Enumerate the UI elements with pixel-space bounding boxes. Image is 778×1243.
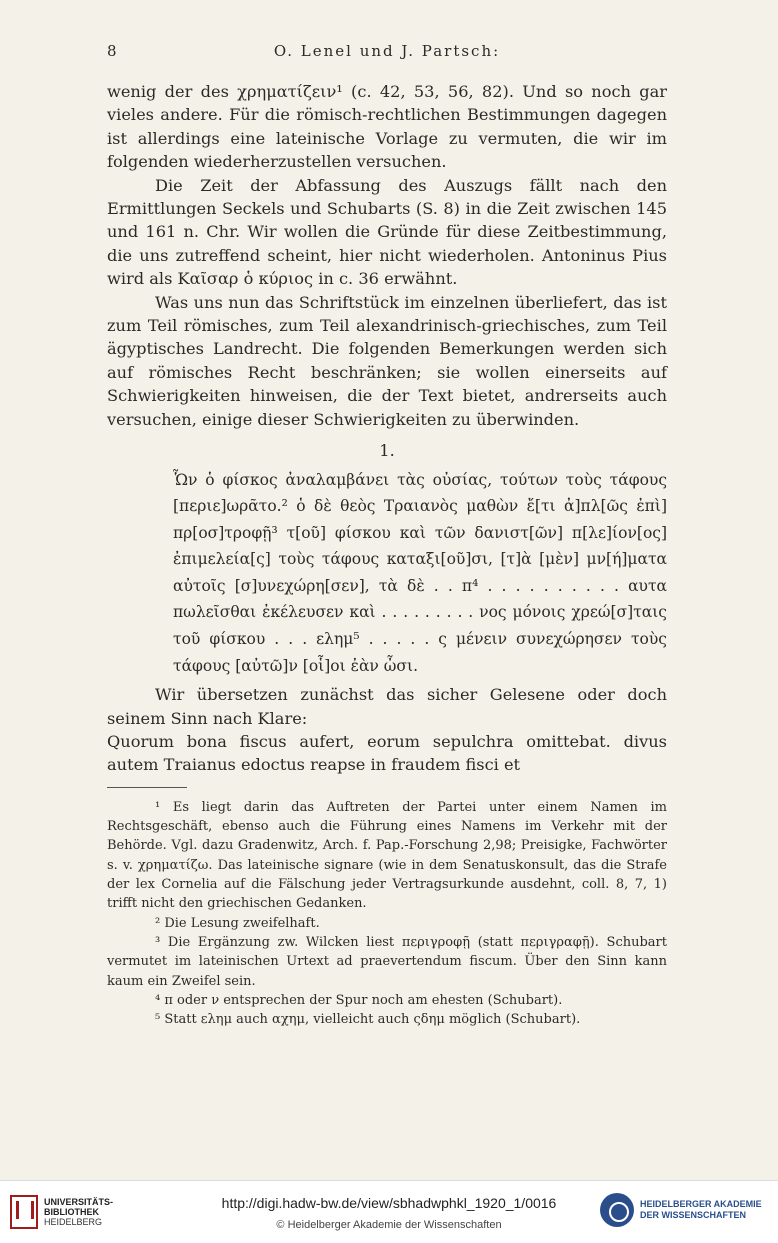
academy-name-line1: HEIDELBERGER AKADEMIE [640, 1199, 762, 1209]
academy-name-line2: DER WISSENSCHAFTEN [640, 1210, 747, 1220]
permalink-url[interactable]: http://digi.hadw-bw.de/view/sbhadwphkl_1920_1/0016 [221, 1195, 557, 1211]
academy-logo[interactable] [600, 1193, 762, 1227]
latin-passage: Quorum bona fiscus aufert, eorum sepulchra omittebat. divus autem Traianus edoctus reapse in fraudem fisci et [107, 732, 667, 775]
main-text [107, 80, 667, 1029]
paragraph-1: wenig der des χρηματίζειν¹ (c. 42, 53, 56, 82). Und so noch gar vieles andere. Für die römisch-rechtlichen Bestimmungen dagegen ist allerdings eine lateinische Vorlage zu vermuten, die wir im folgenden wiederherzustellen versuchen. [107, 82, 667, 172]
library-name-line3: HEIDELBERG [44, 1217, 103, 1227]
footnote-3: ³ Die Ergänzung zw. Wilcken liest περιγροφῇ (statt περιγραφῇ). Schubart vermutet im lateinischen Urtext ad praevertendum fiscum. Über den Sinn kann kaum ein Zweifel sein. [107, 934, 667, 989]
viewer-footer [0, 1180, 778, 1243]
footnote-5: ⁵ Statt ελημ auch αχημ, vielleicht auch ςδημ möglich (Schubart). [155, 1012, 581, 1028]
footnote-4: ⁴ π oder ν entsprechen der Spur noch am ehesten (Schubart). [155, 992, 563, 1008]
paragraph-3: Was uns nun das Schriftstück im einzelnen überliefert, das ist zum Teil römisches, zum Teil alexandrinisch-griechisches, zum Teil ägyptisches Landrecht. Die folgenden Bemerkungen werden sich auf römisches Recht beschränken; sie wollen einerseits auf Schwierigkeiten hinweisen, die der Text bietet, andrerseits auch versuchen, einige dieser Schwierigkeiten zu überwinden. [107, 292, 667, 429]
footnote-2: ² Die Lesung zweifelhaft. [155, 915, 320, 931]
footnote-divider [107, 787, 187, 788]
running-title: O. Lenel und J. Partsch: [273, 42, 501, 60]
copyright-notice: © Heidelberger Akademie der Wissenschaften [276, 1219, 502, 1231]
translation-intro: Wir übersetzen zunächst das sicher Gelesene oder doch seinem Sinn nach Klare: [107, 685, 667, 728]
greek-passage: Ὧν ὁ φίσκος ἀναλαμβάνει τὰς οὐσίας, τούτων τοὺς τάφους [περιε]ωρᾶτο.² ὁ δὲ θεὸς Τραιανὸς μαθὼν ἔ[τι ἀ]πλ[ῶς ἐπὶ] πρ[οσ]τροφῇ³ τ[οῦ] φίσκου καὶ τῶν δανιστ[ῶν] π[λε]ίον[ος] ἐπιμελεία[ς] τοὺς τάφους καταξι[οῦ]σι, [τ]ὰ [μὲν] μν[ή]ματα αὐτοῖς [σ]υνεχώρη[σεν], τὰ δὲ . . π⁴ . . . . . . . . . . αυτα πωλεῖσθαι ἐκέλευσεν καὶ . . . . . . . . . νος μόνοις χρεώ[σ]ταις τοῦ φίσκου . . . ελημ⁵ . . . . . ς μένειν συνεχώρησεν τοὺς τάφους [αὐτῶ]ν [οἷ]οι ἐὰν ὦσι. [173, 470, 667, 675]
academy-emblem-icon [600, 1193, 634, 1227]
paragraph-2: Die Zeit der Abfassung des Auszugs fällt nach den Ermittlungen Seckels und Schubarts (S. 8) in die Zeit zwischen 145 und 161 n. Chr. Wir wollen die Gründe für diese Zeitbestimmung, die uns zutreffend scheint, hier nicht wiederholen. Antoninus Pius wird als Καῖσαρ ὁ κύριος in c. 36 erwähnt. [107, 175, 667, 289]
page-number: 8 [107, 42, 118, 60]
library-name-line2: BIBLIOTHEK [44, 1207, 99, 1217]
section-number: 1. [379, 441, 395, 461]
library-name-line1: UNIVERSITÄTS- [44, 1197, 114, 1207]
footnotes [107, 798, 667, 1030]
footnote-1: ¹ Es liegt darin das Auftreten der Partei unter einem Namen im Rechtsgeschäft, ebenso auch die Führung eines Namens im Verkehr mit der Behörde. Vgl. dazu Gradenwitz, Arch. f. Pap.-Forschung 2,98; Preisigke, Fachwörter s. v. χρηματίζω. Das lateinische signare (wie in dem Senatuskonsult, das die Strafe der lex Cornelia auf die Fälschung jeder Vertragsurkunde ausdehnt, coll. 8, 7, 1) trifft nicht den griechischen Gedanken. [107, 799, 667, 912]
